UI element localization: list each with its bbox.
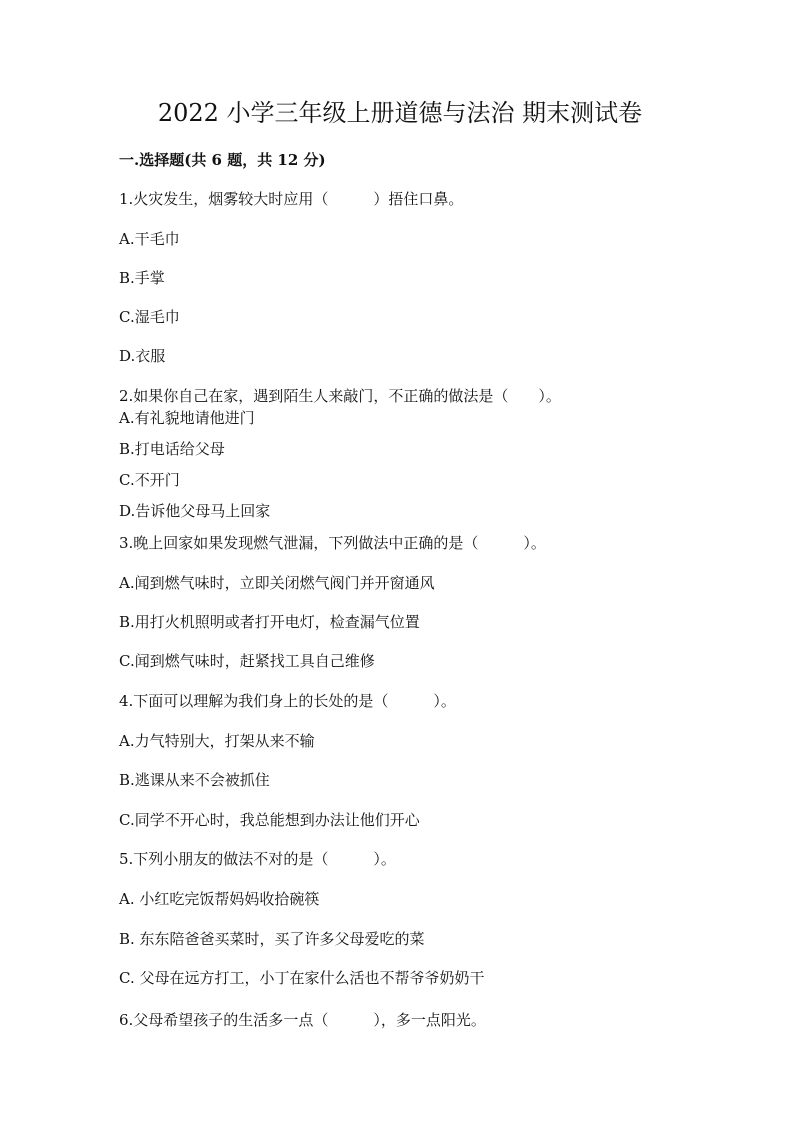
question-6-stem: 6.父母希望孩子的生活多一点（ ），多一点阳光。 [119,1011,486,1029]
question-1-option-b: B.手掌 [119,269,165,287]
question-1-option-c: C.湿毛巾 [119,308,180,326]
question-5-option-a: A. 小红吃完饭帮妈妈收拾碗筷 [119,890,320,908]
question-2-option-c: C.不开门 [119,471,180,489]
question-4-option-c: C.同学不开心时，我总能想到办法让他们开心 [119,811,420,829]
question-2-option-a: A.有礼貌地请他进门 [119,409,255,427]
section-heading: 一.选择题(共 6 题，共 12 分) [119,151,326,169]
question-2-stem: 2.如果你自己在家，遇到陌生人来敲门，不正确的做法是（ ）。 [119,387,561,405]
question-2-option-d: D.告诉他父母马上回家 [119,502,271,520]
question-5-option-b: B. 东东陪爸爸买菜时，买了许多父母爱吃的菜 [119,930,425,948]
question-3-option-a: A.闻到燃气味时，立即关闭燃气阀门并开窗通风 [119,574,435,592]
question-5-stem: 5.下列小朋友的做法不对的是（ ）。 [119,850,396,868]
question-2-option-b: B.打电话给父母 [119,440,225,458]
question-4-option-a: A.力气特别大，打架从来不输 [119,732,315,750]
question-3-option-c: C.闻到燃气味时，赶紧找工具自己维修 [119,652,375,670]
question-1-option-a: A.干毛巾 [119,230,180,248]
document-title: 2022 小学三年级上册道德与法治 期末测试卷 [157,99,643,127]
question-3-option-b: B.用打火机照明或者打开电灯，检查漏气位置 [119,613,420,631]
question-1-option-d: D.衣服 [119,347,166,365]
question-4-option-b: B.逃课从来不会被抓住 [119,771,270,789]
question-1-stem: 1.火灾发生，烟雾较大时应用（ ）捂住口鼻。 [119,190,464,208]
question-3-stem: 3.晚上回家如果发现燃气泄漏，下列做法中正确的是（ ）。 [119,534,546,552]
question-4-stem: 4.下面可以理解为我们身上的长处的是（ ）。 [119,692,456,710]
question-5-option-c: C. 父母在远方打工，小丁在家什么活也不帮爷爷奶奶干 [119,969,485,987]
